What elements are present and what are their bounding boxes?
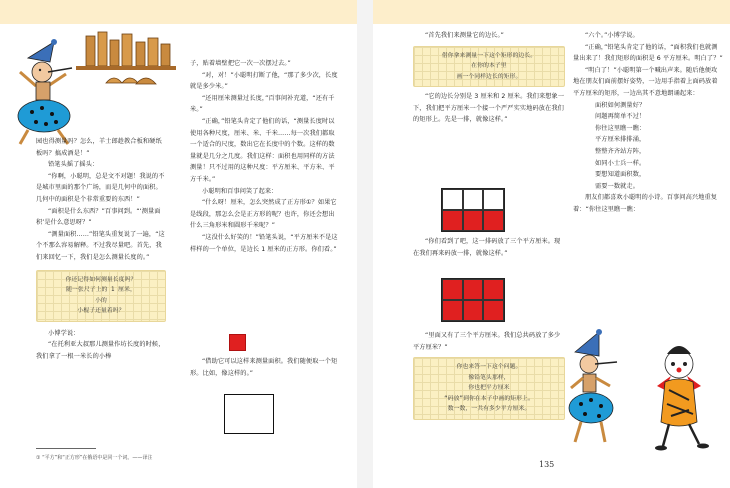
poem-line: 如同小士兵一样。 [595,159,646,167]
one-row-squares [441,188,505,232]
paragraph: “正确，”铅笔头肯定了他的话，“面积我们也就测量出来了！我们矩形的面积是 6 平方厘米。明白了？” [573,43,723,63]
note-line: 你也把平方厘米 [468,385,510,392]
exercise-note [36,270,166,322]
paragraph: 园也得测量吗？怎么，羊士郎趁教合板和硬纸板吗？搞成酒是！” [36,138,162,157]
paragraph: “里面又有了三个平方厘米。我们总共码放了多少平方厘米？” [413,332,561,351]
paragraph: “六个。”小博学说。 [585,32,639,39]
poem-line: 整整齐齐站方阵， [595,147,646,155]
book-gutter [357,0,373,488]
paragraph: 朋友们都喜欢小聪明的小诗。百事问高兴地重复着：“你往这里瞧一瞧： [573,194,718,213]
note-line: 小的 [95,297,107,304]
note-line: 借你拿来测量一下这个矩形的边长。 [441,52,537,59]
poem-line: 面积如何测量好？ [595,101,646,109]
pinocchio-clown-illustration [561,324,726,454]
paragraph: 铅笔头摇了摇头： [48,161,99,169]
poem [573,100,723,193]
footnote-rule [36,448,96,449]
note-line: 在你的本子里 [471,63,507,70]
top-band-right [373,0,730,24]
paragraph: 小聪明和百事问笑了起来： [202,187,278,195]
poem-line: 平方厘米排排涌， [595,136,646,144]
paragraph: “在托利亚大叔那儿测量作坊长度的时候，我们拿了一根一米长的小棒 [36,341,165,360]
left-column-2-tail [190,356,340,379]
paragraph: “首先我们来测量它的边长。” [425,32,504,39]
paragraph: “它的边长分别是 3 厘米和 2 厘米。我们来想象一下，我们把平方厘米一个接一个严严实实地码放在我们的矩形上。先是一排，就像这样。” [413,93,565,124]
right-column-2 [573,30,723,216]
note-line: 数一数，一共有多少平方厘米。 [447,406,531,413]
pinocchio-blocks-illustration [6,28,181,148]
paragraph: “你们看到了吧，这一排码放了三个平方厘米。现在我们再来码放一排，就像这样。” [413,238,561,257]
paragraph: “这没什么好笑的！”铅笔头说，“平方厘米不是这样样的一个单位，是边长 1 厘米的正方形。你们看。” [190,233,338,253]
poem-line: 需要一数就走。 [595,182,640,190]
right-page [373,24,730,488]
top-band-left [0,0,357,24]
note-line: 你也来答一下这个问题。 [456,364,522,371]
paragraph: 小博学说： [48,329,80,337]
right-column-1-mid [413,236,565,259]
note-line: “码放”到你在本子中画的矩形上。 [444,395,534,402]
note-line: 小棍子还量着吗？ [77,308,125,315]
poem-line: 要想知道面积数， [595,171,646,179]
poem-line: 问题再简单不过！ [595,113,646,121]
exercise-note [413,357,565,420]
paragraph: “你啊，小聪明，总是文不对题！我说的不是城市里面的那个广场，而是几何中的面积。几何中的面积是个非常重要的东西！” [36,172,165,203]
note-line: 画一个同样边长的矩形。 [456,73,522,80]
paragraph: “明白了！”小聪明第一个喊出声来。随后他便攻地在朋友们面前摆好姿势，一边用手指着上面码放着平方厘米的矩形，一边出其不意地朗诵起来： [573,66,718,97]
paragraph: “对，对！”小聪明打断了他，“那了多少次，长度就是多少米。” [190,71,338,91]
paragraph: “借助它可以这样来测量面积。我们随便取一个矩形。比如，像这样的。” [190,358,338,377]
empty-rectangle [224,394,274,434]
paragraph: “什么呀！厘米，怎么突然成了正方形①？如果它是线段，那怎么会是正方形的呢？也许，你还会想出什么三角形米和圆形千米呢？” [190,199,337,230]
note-line: 随一张尺子上的 1 厘米， [66,287,136,294]
poem-line: 你往这里瞧一瞧： [595,124,646,132]
paragraph: “测量面积……”铅笔头重复说了一遍，“这个不那么容易解释。不过我尽量吧。首先，我们来回忆一下，我们是怎么测量长度的。” [36,230,165,261]
unit-square-cm [229,334,246,351]
paragraph: 子，贴着墙壁把它一次一次摆过去。” [190,60,291,67]
paragraph: “正确，”铅笔头肯定了他们的话，“测量长度时以使用各种尺度，厘米、米、千米……每一次我们都取一个适合的尺度，数出它在长度中的个数。这样的数量就是几分之几度。我们这样：面积也用同样的方法测量！只不过用的这种尺度：平方厘米、平方米、平方千米。” [190,117,335,183]
paragraph: “面积是什么东西？”百事问到。“‘测量面积’是什么意思呀？” [36,207,161,227]
left-column-2 [190,58,340,255]
footnote: ① “平方”和“正方形”在俄语中是同一个词。——译注 [36,455,153,461]
note-line: 你还记得如何测量长度吗？ [65,276,137,283]
two-row-squares [441,278,505,322]
right-column-1-tail [413,330,565,424]
right-column-1 [413,30,565,126]
left-column-1 [36,136,166,362]
note-line: 像铅笔头那样， [468,374,510,381]
left-page [0,24,357,488]
exercise-note [413,46,565,88]
page-number: 135 [539,460,555,469]
paragraph: “还用厘米测量过长度，”百事问补充道，“还有千米。” [190,94,335,114]
